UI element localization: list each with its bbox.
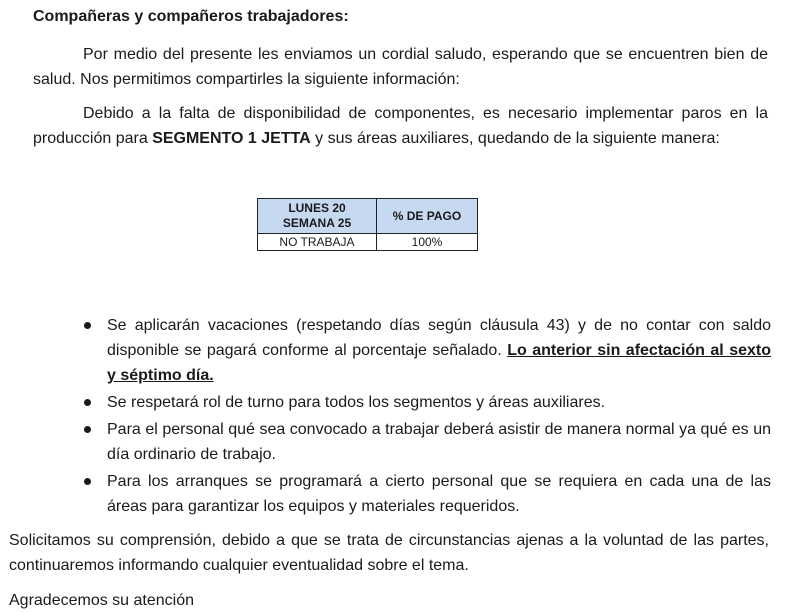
list-item	[78, 417, 771, 467]
bullet-text: Para los arranques se programará a cierto personal que se requiera en cada una de las áreas para garantizar los equipos y materiales requeridos.	[107, 473, 771, 515]
thanks-line: Agradecemos su atención	[9, 592, 194, 609]
notice-paragraph	[33, 101, 768, 151]
bullet-icon	[84, 322, 91, 329]
bullet-icon	[84, 478, 91, 485]
greeting-heading: Compañeras y compañeros trabajadores:	[33, 8, 349, 25]
list-item	[78, 313, 771, 388]
notice-text-before: Debido a la falta de disponibilidad de componentes, es necesario implementar paros en la producción para	[33, 105, 768, 147]
list-item	[78, 390, 771, 415]
table-cell-pay: 100%	[377, 234, 478, 251]
table-header-pay: % DE PAGO	[377, 199, 478, 234]
table-header-row	[258, 199, 478, 234]
segment-name: SEGMENTO 1 JETTA	[152, 130, 311, 147]
bullet-text: Se aplicarán vacaciones (respetando días según cláusula 43) y de no contar con saldo disponible se pagará conforme al porcentaje señalado.	[107, 317, 771, 359]
notice-text-after: y sus áreas auxiliares, quedando de la siguiente manera:	[310, 130, 720, 147]
bullet-icon	[84, 399, 91, 406]
shutdown-table	[257, 198, 478, 251]
closing-paragraph: Solicitamos su comprensión, debido a que se trata de circunstancias ajenas a la voluntad de las partes, continuaremos informando cualquier eventualidad sobre el tema.	[9, 532, 769, 574]
intro-paragraph: Por medio del presente les enviamos un cordial saludo, esperando que se encuentren bien de salud. Nos permitimos compartirles la siguiente información:	[33, 46, 768, 88]
bullet-text: Para el personal qué sea convocado a trabajar deberá asistir de manera normal ya qué es un día ordinario de trabajo.	[107, 421, 771, 463]
bullet-emphasis: Lo anterior sin afectación al sexto y séptimo día.	[107, 342, 771, 384]
list-item	[78, 469, 771, 519]
bullet-list	[78, 313, 771, 521]
table-row	[258, 234, 478, 251]
bullet-icon	[84, 426, 91, 433]
table-header-day: LUNES 20 SEMANA 25	[258, 199, 377, 234]
table-cell-status: NO TRABAJA	[258, 234, 377, 251]
bullet-text: Se respetará rol de turno para todos los segmentos y áreas auxiliares.	[107, 394, 606, 411]
